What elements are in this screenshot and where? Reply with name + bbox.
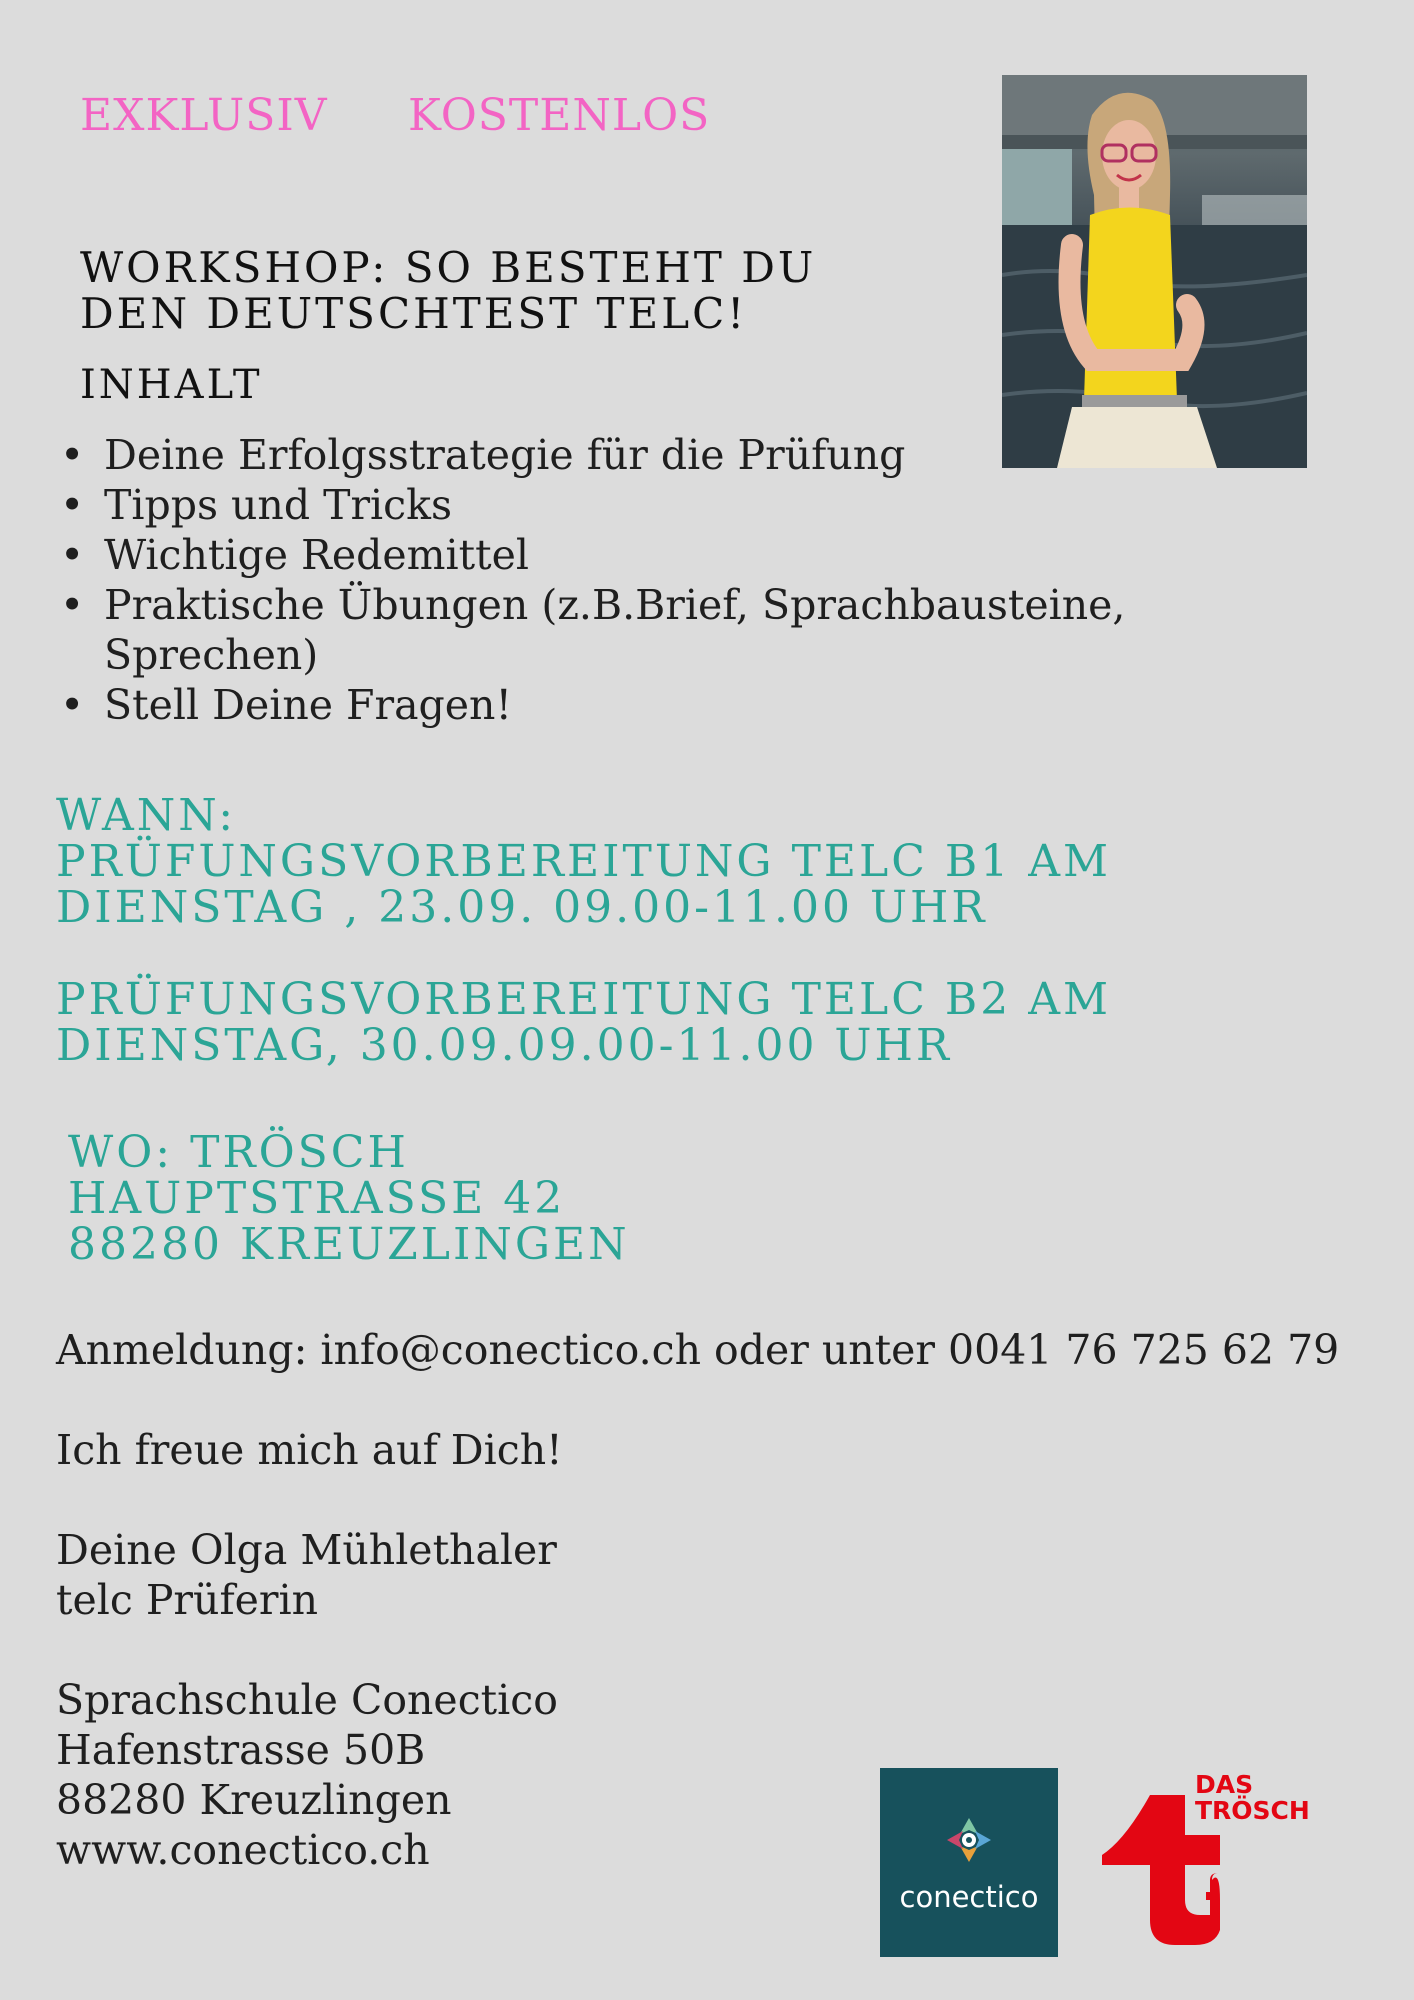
school-city: 88280 Kreuzlingen — [56, 1776, 452, 1824]
where-line-1: WO: TRÖSCH — [68, 1127, 409, 1178]
greeting: Ich freue mich auf Dich! — [56, 1426, 563, 1474]
trosch-logo — [1100, 1770, 1325, 1950]
list-item: • Stell Deine Fragen! — [56, 680, 1176, 730]
conectico-logo-text: conectico — [899, 1880, 1039, 1914]
where-line-3: 88280 KREUZLINGEN — [68, 1219, 630, 1270]
school-address — [56, 1675, 558, 1875]
b1-line-2: DIENSTAG , 23.09. 09.00-11.00 UHR — [56, 882, 988, 933]
portrait-illustration — [1002, 75, 1307, 468]
b1-line-1: PRÜFUNGSVORBEREITUNG TELC B1 AM — [56, 836, 1112, 887]
school-street: Hafenstrasse 50B — [56, 1726, 426, 1774]
list-item: • Deine Erfolgsstrategie für die Prüfung — [56, 430, 1176, 480]
where-line-2: HAUPTSTRASSE 42 — [68, 1173, 566, 1224]
conectico-logo — [880, 1768, 1058, 1957]
trosch-logo-line-2: TRÖSCH — [1195, 1796, 1310, 1825]
content-heading: INHALT — [80, 362, 263, 408]
signature-name: Deine Olga Mühlethaler — [56, 1526, 557, 1574]
where-section — [68, 1127, 630, 1270]
when-label: WANN: — [56, 790, 237, 841]
signature — [56, 1525, 557, 1625]
free-tag: KOSTENLOS — [408, 90, 711, 141]
exclusive-tag: EXKLUSIV — [80, 90, 328, 141]
title-line-2: DEN DEUTSCHTEST TELC! — [80, 289, 748, 338]
when-section — [56, 790, 1112, 1071]
compass-icon — [880, 1768, 1058, 1878]
school-name: Sprachschule Conectico — [56, 1676, 558, 1724]
signature-role: telc Prüferin — [56, 1576, 318, 1624]
portrait-photo — [1002, 75, 1307, 468]
trosch-logo-line-1: DAS — [1195, 1770, 1254, 1799]
registration-info: Anmeldung: info@conectico.ch oder unter 0041 76 725 62 79 — [56, 1326, 1340, 1374]
school-website-link[interactable]: www.conectico.ch — [56, 1826, 430, 1874]
content-list — [56, 430, 1176, 730]
list-item: • Tipps und Tricks — [56, 480, 1176, 530]
b2-line-2: DIENSTAG, 30.09.09.00-11.00 UHR — [56, 1020, 952, 1071]
list-item: • Wichtige Redemittel — [56, 530, 1176, 580]
title-line-1: WORKSHOP: SO BESTEHT DU — [80, 243, 817, 292]
b2-line-1: PRÜFUNGSVORBEREITUNG TELC B2 AM — [56, 974, 1112, 1025]
page-title — [80, 245, 816, 337]
list-item: • Praktische Übungen (z.B.Brief, Sprachbausteine, Sprechen) — [56, 580, 1184, 680]
